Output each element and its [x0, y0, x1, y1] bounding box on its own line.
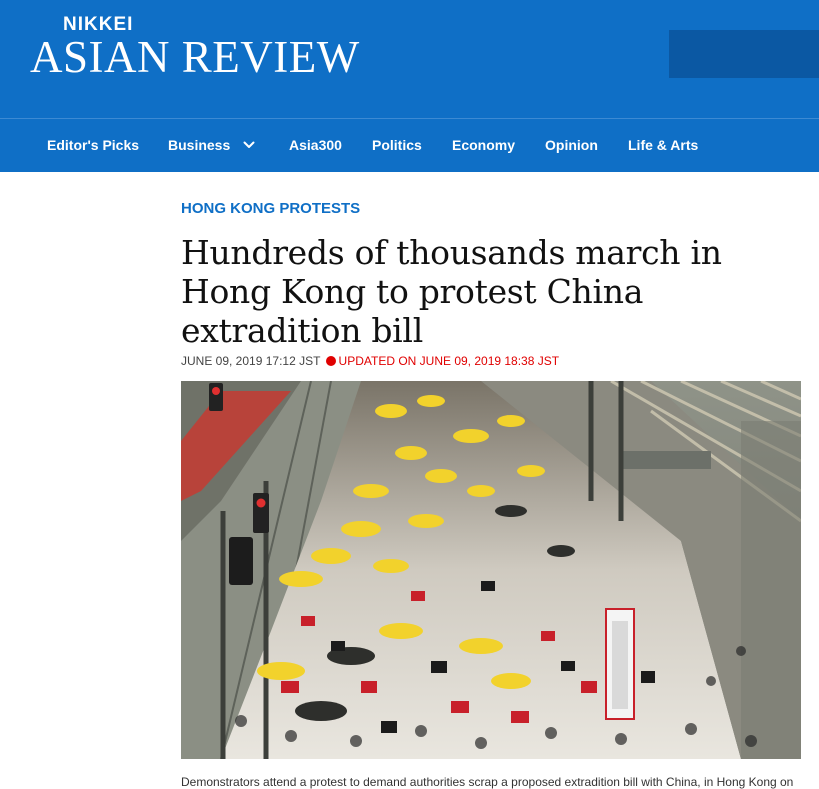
nav-item-editors-picks[interactable]: Editor's Picks — [47, 137, 140, 153]
main-nav — [0, 118, 819, 172]
protest-crowd-photo — [181, 381, 801, 759]
nav-item-business[interactable]: Business — [168, 137, 231, 153]
article-dateline — [181, 354, 559, 368]
photo-caption: Demonstrators attend a protest to demand authorities scrap a proposed extradition bill with China, in Hong Kong on — [181, 775, 794, 789]
chevron-down-icon[interactable] — [243, 139, 255, 151]
header-ad-slot[interactable] — [669, 30, 819, 78]
site-header — [0, 0, 819, 118]
nav-item-politics[interactable]: Politics — [372, 137, 422, 153]
logo-asian-review-text: ASIAN REVIEW — [30, 32, 360, 82]
nav-item-opinion[interactable]: Opinion — [545, 137, 598, 153]
updated-timestamp: UPDATED ON JUNE 09, 2019 18:38 JST — [338, 354, 560, 368]
nav-item-life-arts[interactable]: Life & Arts — [628, 137, 699, 153]
article-kicker-link[interactable]: HONG KONG PROTESTS — [181, 200, 361, 217]
logo-nikkei-text: NIKKEI — [63, 14, 134, 35]
nav-item-asia300[interactable]: Asia300 — [289, 137, 342, 153]
article-headline: Hundreds of thousands march in Hong Kong to protest China extradition bill — [181, 233, 722, 350]
published-timestamp: JUNE 09, 2019 17:12 JST — [181, 354, 321, 368]
nav-item-economy[interactable]: Economy — [452, 137, 516, 153]
updated-dot-icon — [326, 356, 336, 366]
article-photo[interactable] — [181, 381, 801, 759]
